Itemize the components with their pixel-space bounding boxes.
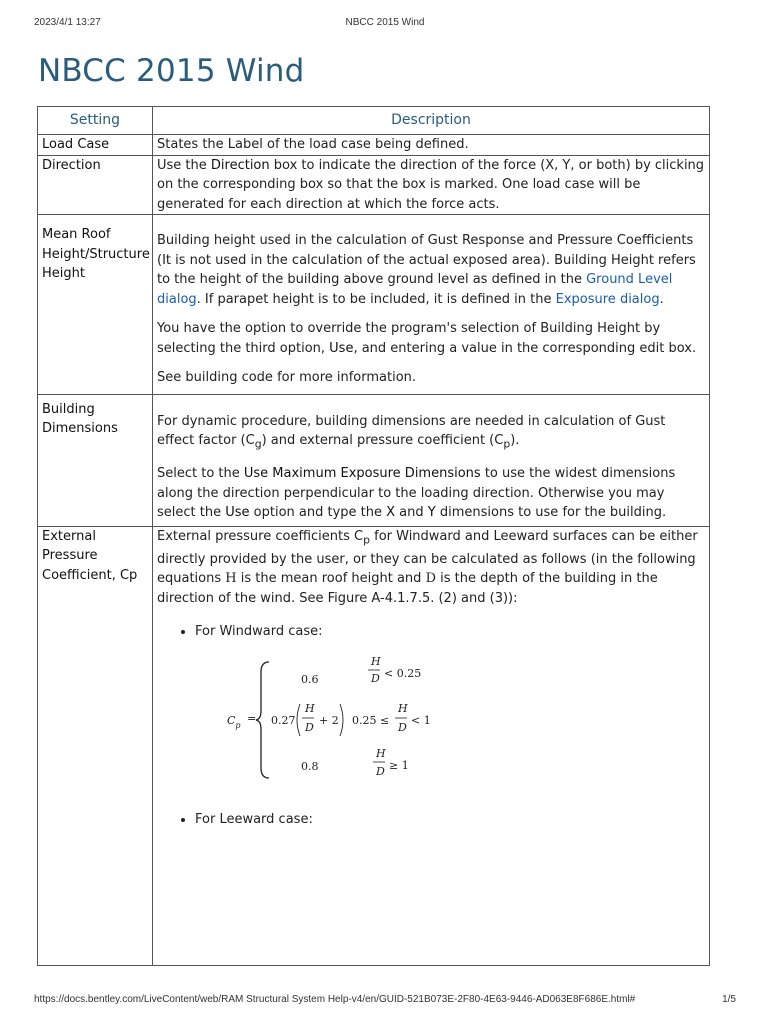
- page-title: NBCC 2015 Wind: [38, 53, 305, 89]
- paragraph: See building code for more information.: [157, 370, 417, 385]
- ui-term-x: X: [386, 505, 396, 521]
- subscript: g: [254, 437, 262, 451]
- table-row-direction: [38, 155, 710, 215]
- ui-term-y: Y: [427, 505, 436, 521]
- ground-level-dialog-link[interactable]: Ground Level dialog: [157, 272, 673, 307]
- case2-h: H: [305, 701, 315, 715]
- case2-h-right: H: [398, 701, 408, 715]
- case2-coef: 0.27: [271, 713, 296, 727]
- text: , and entering a value in the corresponding edit box.: [353, 340, 697, 356]
- case2-d: D: [305, 720, 314, 734]
- paragraph: [157, 527, 705, 609]
- paragraph: [157, 412, 705, 455]
- case1-h: H: [371, 655, 381, 668]
- case2-right-paren: [340, 704, 343, 736]
- case2-d-right: D: [398, 720, 407, 734]
- paragraph: [157, 464, 705, 523]
- text: ).: [510, 433, 520, 448]
- case3-h: H: [376, 746, 386, 760]
- text: External pressure coefficients C: [157, 528, 364, 544]
- page-url: https://docs.bentley.com/LiveContent/web/RAM Structural System Help-v4/en/GUID-521B073E-2F80-4E63-9446-AD063E8F686E.html#: [34, 994, 636, 1005]
- list-item-leeward: • For Leeward case:: [195, 810, 705, 830]
- table-row-building-dimensions: [38, 394, 710, 526]
- case3-d: D: [376, 764, 385, 778]
- case1-condition: < 0.25: [384, 666, 422, 680]
- print-date: 2023/4/1 13:27: [34, 17, 101, 28]
- text: is the depth of the building in the direction of the wind. See Figure A-4.1.7.5. (2) and (3)):: [157, 571, 658, 606]
- settings-table: [37, 106, 710, 966]
- math-d: D: [425, 571, 436, 587]
- text: ) and external pressure coefficient (C: [261, 433, 504, 448]
- case2-left-paren: [297, 704, 300, 736]
- formula-brace: [256, 662, 269, 778]
- case-list: [157, 810, 705, 830]
- ui-term-direction: Direction: [210, 157, 270, 173]
- case1-d: D: [371, 671, 380, 685]
- table-row-external-pressure: [38, 526, 710, 965]
- formula-cp: $C_p$: [227, 713, 241, 730]
- text: Use the: [157, 157, 211, 173]
- text: option and type the: [249, 505, 387, 521]
- column-header-description: Description: [153, 107, 710, 135]
- setting-load-case: Load Case: [38, 135, 153, 156]
- text: .: [659, 291, 664, 307]
- text: Building height used in the calculation of Gust Response and Pressure Coefficients (It is not used in the calculation of the actual exposed area). Building Height refers to the height of the building above ground level as defined in the: [157, 233, 696, 287]
- description-load-case: States the Label of the load case being defined.: [153, 135, 710, 156]
- text: Select to the: [157, 466, 244, 482]
- math-h: H: [225, 571, 237, 587]
- text: You have the option to override the program's selection of Building Height by selecting the third option,: [157, 321, 661, 356]
- text: dimensions to use for the building.: [435, 505, 667, 521]
- description-external-pressure: [153, 526, 710, 965]
- case3-condition: ≥ 1: [389, 758, 409, 772]
- text: . If parapet height is to be included, it is defined in the: [196, 291, 556, 307]
- subscript: p: [363, 533, 370, 547]
- setting-building-dimensions: Building Dimensions: [38, 394, 153, 526]
- description-mean-roof-height: [153, 215, 710, 395]
- table-header-row: [38, 107, 710, 135]
- text: is the mean roof height and: [236, 571, 426, 587]
- description-direction: [153, 155, 710, 215]
- windward-cp-formula: [221, 656, 461, 786]
- case2-plus: + 2: [319, 713, 339, 727]
- ui-term-use: Use: [225, 505, 250, 521]
- print-header: [34, 17, 736, 31]
- subscript: p: [503, 437, 511, 451]
- ui-term-use: Use: [329, 340, 354, 356]
- print-footer: [34, 994, 736, 1008]
- case3-value: 0.8: [301, 759, 319, 773]
- ui-term-use-max-exposure: Use Maximum Exposure Dimensions: [243, 466, 481, 482]
- exposure-dialog-link[interactable]: Exposure dialog: [555, 291, 660, 307]
- page-number: 1/5: [722, 994, 736, 1005]
- list-item-windward: • For Windward case:: [195, 622, 705, 642]
- paragraph: [157, 231, 705, 309]
- setting-direction: Direction: [38, 155, 153, 215]
- case2-condition-left: 0.25 ≤: [352, 713, 390, 727]
- text: box to indicate the direction of the force (X, Y, or both) by clicking on the corresponding box so that the box is marked. One load case will be generated for each direction at which the force acts.: [157, 157, 705, 212]
- table-row-load-case: [38, 135, 710, 156]
- case2-condition-right: < 1: [411, 713, 431, 727]
- table-row-mean-roof-height: [38, 215, 710, 395]
- print-header-title: NBCC 2015 Wind: [345, 17, 425, 28]
- column-header-setting: Setting: [38, 107, 153, 135]
- formula-equals: =: [247, 711, 257, 725]
- text: For dynamic procedure, building dimensions are needed in calculation of Gust effect factor (C: [157, 413, 666, 448]
- text: to use the widest dimensions along the direction perpendicular to the loading direction. Otherwise you may select the: [157, 466, 676, 521]
- description-building-dimensions: [153, 394, 710, 526]
- case1-value: 0.6: [301, 672, 319, 686]
- setting-external-pressure: External Pressure Coefficient, Cp: [38, 526, 153, 965]
- text: and: [395, 505, 428, 521]
- case-list: [157, 622, 705, 642]
- paragraph: [157, 319, 705, 358]
- text: for Windward and Leeward surfaces can be either directly provided by the user, or they can be calculated as follows (in the following equations: [157, 528, 698, 587]
- setting-mean-roof-height: Mean Roof Height/Structure Height: [38, 215, 153, 395]
